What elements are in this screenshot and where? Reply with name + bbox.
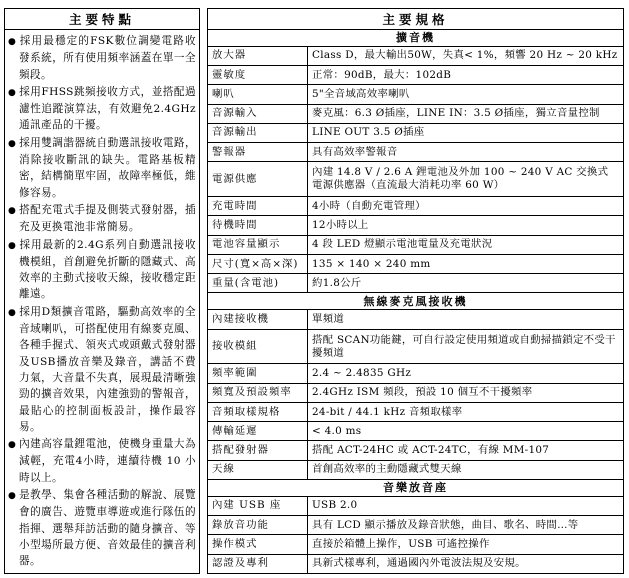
bullet-icon: ● [8,87,17,98]
feature-text: 採用最新的2.4G系列自動選訊接收機模組，首創避免折斷的隱藏式、高效率的主動式接收天線，接收穩定距離遠。 [19,238,196,301]
spec-label: 傳輸延遲 [208,422,308,441]
section-header: 音樂放音座 [208,479,624,496]
spec-row [208,402,624,421]
bullet-icon: ● [8,205,17,216]
feature-item [7,487,196,569]
spec-label: 待機時間 [208,216,308,235]
spec-row [208,162,624,197]
feature-text: 採用FHSS跳頻接收方式，並搭配過濾性追蹤演算法，有效避免2.4GHz通訊產品的干擾。 [19,85,196,132]
spec-value: LINE OUT 3.5 Ø插座 [308,123,624,142]
feature-item [7,84,196,134]
features-list [5,30,200,574]
spec-row [208,310,624,329]
feature-text: 採用D類擴音電路，驅動高效率的全音域喇叭，可搭配使用有線麥克風、各種手握式、領夾式或頭戴式發射器及USB播放音樂及錄音，講話不費力氣，大音量不失真，展現最清晰強勁的擴音效果，內建強勁的警報音，最貼心的控制面板設計，操作最容易。 [19,305,196,433]
spec-label: 放大器 [208,46,308,65]
spec-row [208,460,624,479]
spec-row [208,422,624,441]
spec-row [208,85,624,104]
feature-text: 採用最穩定的FSK數位調變電路收發系統，所有使用頻率涵蓋在單一全頻段。 [19,35,196,81]
spec-label: 認證及專利 [208,554,308,573]
feature-text: 是教學、集會各種活動的解說、展覽會的廣告、遊覽車導遊或進行隊伍的指揮、選舉拜訪活動的隨身擴音、等小型場所最方便、音效最佳的擴音利器。 [19,489,196,568]
spec-row [208,123,624,142]
feature-item [7,304,196,435]
spec-value: 12小時以上 [308,216,624,235]
spec-value: 正常：90dB，最大：102dB [308,66,624,85]
spec-label: 警報器 [208,143,308,162]
spec-value: 具有 LCD 顯示播放及錄音狀態，曲目、歌名、時間…等 [308,516,624,535]
specs-panel [207,8,624,574]
feature-text: 採用雙調諧器統自動選訊接收電路，消除接收斷訊的缺失。電路基板精密，結構簡單牢固，故障率極低，維修容易。 [19,136,196,199]
spec-value: USB 2.0 [308,496,624,515]
spec-label: 頻寬及預設頻率 [208,383,308,402]
feature-item [7,202,196,236]
spec-value: 搭配 SCAN功能鍵，可自行設定使用頻道或自動掃描鎖定不受干擾頻道 [308,329,624,364]
spec-row [208,516,624,535]
spec-value: 4 段 LED 燈顯示電池電量及充電狀況 [308,235,624,254]
spec-value: Class D，最大輸出50W，失真< 1%，頻響 20 Hz ~ 20 kHz [308,46,624,65]
spec-row [208,235,624,254]
spec-row [208,364,624,383]
spec-value: 首創高效率的主動隱藏式雙天線 [308,460,624,479]
spec-row [208,274,624,293]
spec-row [208,254,624,273]
spec-value: < 4.0 ms [308,422,624,441]
spec-label: 尺寸(寬×高×深) [208,254,308,273]
bullet-icon: ● [8,491,17,502]
spec-label: 音頻取樣規格 [208,402,308,421]
bullet-icon: ● [8,138,17,149]
features-panel [4,8,200,574]
spec-row [208,383,624,402]
feature-item [7,237,196,303]
bullet-icon: ● [8,240,17,251]
feature-item [7,436,196,486]
spec-label: 搭配發射器 [208,441,308,460]
spec-row [208,104,624,123]
spec-value: 單頻道 [308,310,624,329]
spec-label: 充電時間 [208,197,308,216]
spec-row [208,441,624,460]
spec-label: 音源輸出 [208,123,308,142]
spec-row [208,46,624,65]
section-header: 無線麥克風接收機 [208,293,624,310]
spec-value: 24-bit / 44.1 kHz 音頻取樣率 [308,402,624,421]
spec-value: 135 × 140 × 240 mm [308,254,624,273]
feature-text: 內建高容量鋰電池，使機身重量大為減輕，充電4小時，連續待機 10 小時以上。 [19,438,196,484]
spec-label: 頻率範圍 [208,364,308,383]
spec-value: 5"全音域高效率喇叭 [308,85,624,104]
spec-label: 音源輸入 [208,104,308,123]
spec-label: 內建 USB 座 [208,496,308,515]
spec-row [208,329,624,364]
spec-label: 天線 [208,460,308,479]
spec-row [208,66,624,85]
bullet-icon: ● [8,307,17,318]
spec-value: 內建 14.8 V / 2.6 A 鋰電池及外加 100 ~ 240 V AC 交換式電源供應器（直流最大消耗功率 60 W） [308,162,624,197]
section-header: 擴音機 [208,30,624,47]
spec-value: 直接於箱體上操作，USB 可遙控操作 [308,535,624,554]
bullet-icon: ● [8,37,17,47]
spec-value: 2.4GHz ISM 頻段，預設 10 個互不干擾頻率 [308,383,624,402]
spec-row [208,216,624,235]
spec-row [208,143,624,162]
feature-text: 搭配充電式手提及側裝式發射器，插充及更換電池非常簡易。 [19,203,196,234]
spec-value: 2.4 ~ 2.4835 GHz [308,364,624,383]
spec-label: 靈敏度 [208,66,308,85]
feature-item [7,33,196,83]
spec-value: 搭配 ACT-24HC 或 ACT-24TC，有線 MM-107 [308,441,624,460]
spec-value: 4小時（自動充電管理） [308,197,624,216]
spec-label: 重量(含電池) [208,274,308,293]
spec-label: 內建接收機 [208,310,308,329]
spec-label: 錄放音功能 [208,516,308,535]
spec-value: 具有高效率警報音 [308,143,624,162]
spec-row [208,554,624,573]
spec-label: 接收模組 [208,329,308,364]
spec-value: 約1.8公斤 [308,274,624,293]
bullet-icon: ● [8,440,17,451]
spec-label: 電池容量顯示 [208,235,308,254]
spec-row [208,496,624,515]
spec-label: 電源供應 [208,162,308,197]
spec-label: 喇叭 [208,85,308,104]
spec-label: 操作模式 [208,535,308,554]
spec-value: 麥克風：6.3 Ø插座，LINE IN：3.5 Ø插座，獨立音量控制 [308,104,624,123]
feature-item [7,135,196,201]
spec-value: 具新式樣專利，通過國內外電波法規及安規。 [308,554,624,573]
spec-row [208,197,624,216]
specs-title: 主要規格 [208,9,624,30]
features-title: 主要特點 [5,9,200,30]
spec-row [208,535,624,554]
